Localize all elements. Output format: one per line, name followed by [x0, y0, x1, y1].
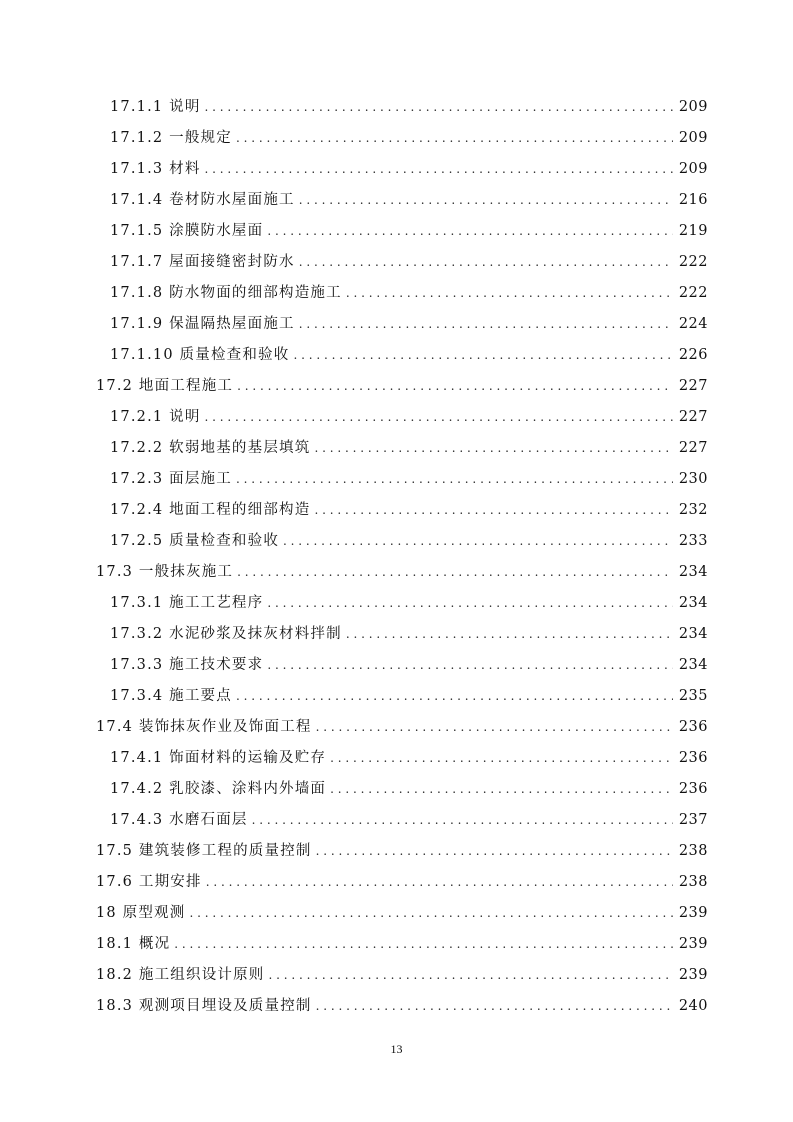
toc-entry[interactable] [96, 247, 708, 278]
dot-leader [205, 402, 673, 433]
toc-entry-page-number: 209 [678, 130, 708, 146]
toc-entry-page-number: 227 [678, 378, 708, 394]
dot-leader [316, 991, 673, 1022]
dot-leader [269, 960, 673, 991]
toc-entry[interactable] [96, 92, 708, 123]
dot-leader [267, 650, 672, 681]
dot-leader [299, 185, 673, 216]
toc-entry-title: 17.3.3 施工技术要求 [110, 657, 264, 673]
toc-entry-page-number: 227 [678, 409, 708, 425]
toc-entry-page-number: 236 [678, 719, 708, 735]
toc-entry[interactable] [96, 774, 708, 805]
toc-entry-page-number: 222 [678, 254, 708, 270]
toc-entry-page-number: 239 [678, 905, 708, 921]
toc-entry-title: 17.1.10 质量检查和验收 [110, 347, 290, 363]
toc-entry[interactable] [96, 402, 708, 433]
toc-entry-title: 17.1.2 一般规定 [110, 130, 232, 146]
toc-entry-title: 17.1.9 保温隔热屋面施工 [110, 316, 295, 332]
toc-entry[interactable] [96, 960, 708, 991]
toc-entry-title: 17.3 一般抹灰施工 [96, 564, 234, 580]
toc-entry-page-number: 226 [678, 347, 708, 363]
toc-entry-title: 17.2 地面工程施工 [96, 378, 234, 394]
dot-leader [299, 309, 673, 340]
toc-entry[interactable] [96, 712, 708, 743]
toc-entry-title: 17.2.5 质量检查和验收 [110, 533, 280, 549]
toc-entry-title: 18.2 施工组织设计原则 [96, 967, 265, 983]
toc-entry[interactable] [96, 588, 708, 619]
toc-entry-title: 17.1.1 说明 [110, 99, 201, 115]
dot-leader [237, 557, 673, 588]
toc-entry[interactable] [96, 650, 708, 681]
toc-entry[interactable] [96, 991, 708, 1022]
toc-entry-page-number: 216 [678, 192, 708, 208]
toc-entry[interactable] [96, 836, 708, 867]
dot-leader [236, 123, 673, 154]
toc-entry[interactable] [96, 681, 708, 712]
dot-leader [283, 526, 673, 557]
dot-leader [236, 681, 673, 712]
toc-entry[interactable] [96, 867, 708, 898]
toc-entry-page-number: 238 [678, 843, 708, 859]
toc-entry-title: 18.3 观测项目埋设及质量控制 [96, 998, 312, 1014]
toc-entry-page-number: 235 [678, 688, 708, 704]
toc-entry[interactable] [96, 123, 708, 154]
toc-entry[interactable] [96, 557, 708, 588]
dot-leader [267, 588, 672, 619]
dot-leader [206, 867, 673, 898]
toc-entry[interactable] [96, 743, 708, 774]
toc-entry-title: 17.3.2 水泥砂浆及抹灰材料拌制 [110, 626, 342, 642]
toc-entry-title: 17.3.4 施工要点 [110, 688, 232, 704]
toc-entry-title: 17.4 装饰抹灰作业及饰面工程 [96, 719, 312, 735]
dot-leader [267, 216, 672, 247]
toc-entry-title: 17.1.5 涂膜防水屋面 [110, 223, 264, 239]
toc-entry-page-number: 239 [678, 936, 708, 952]
toc-entry[interactable] [96, 216, 708, 247]
dot-leader [252, 805, 673, 836]
toc-entry[interactable] [96, 278, 708, 309]
table-of-contents [96, 92, 708, 1022]
dot-leader [314, 495, 672, 526]
toc-entry[interactable] [96, 464, 708, 495]
toc-entry-page-number: 209 [678, 161, 708, 177]
toc-entry-title: 18 原型观测 [96, 905, 186, 921]
toc-entry[interactable] [96, 495, 708, 526]
toc-entry-page-number: 224 [678, 316, 708, 332]
dot-leader [236, 464, 673, 495]
toc-entry[interactable] [96, 309, 708, 340]
toc-entry-page-number: 239 [678, 967, 708, 983]
toc-entry-title: 17.3.1 施工工艺程序 [110, 595, 264, 611]
toc-entry-page-number: 222 [678, 285, 708, 301]
toc-entry-page-number: 234 [678, 626, 708, 642]
toc-entry[interactable] [96, 898, 708, 929]
dot-leader [174, 929, 673, 960]
dot-leader [189, 898, 672, 929]
toc-entry[interactable] [96, 185, 708, 216]
toc-entry-title: 17.5 建筑装修工程的质量控制 [96, 843, 312, 859]
page-number: 13 [390, 1042, 403, 1056]
dot-leader [330, 774, 673, 805]
toc-entry-title: 17.4.1 饰面材料的运输及贮存 [110, 750, 327, 766]
toc-entry[interactable] [96, 526, 708, 557]
toc-entry-page-number: 236 [678, 781, 708, 797]
toc-entry-title: 17.1.7 屋面接缝密封防水 [110, 254, 295, 270]
dot-leader [314, 433, 672, 464]
dot-leader [205, 92, 673, 123]
toc-entry[interactable] [96, 340, 708, 371]
toc-entry-page-number: 209 [678, 99, 708, 115]
dot-leader [293, 340, 672, 371]
toc-entry-page-number: 237 [678, 812, 708, 828]
dot-leader [330, 743, 673, 774]
dot-leader [205, 154, 673, 185]
toc-entry[interactable] [96, 619, 708, 650]
dot-leader [299, 247, 673, 278]
toc-entry-title: 17.2.2 软弱地基的基层填筑 [110, 440, 311, 456]
toc-entry-page-number: 227 [678, 440, 708, 456]
toc-entry-title: 17.1.3 材料 [110, 161, 201, 177]
toc-entry-title: 17.2.1 说明 [110, 409, 201, 425]
dot-leader [237, 371, 673, 402]
toc-entry-page-number: 219 [678, 223, 708, 239]
toc-entry-title: 17.1.4 卷材防水屋面施工 [110, 192, 295, 208]
dot-leader [346, 278, 673, 309]
toc-entry-page-number: 236 [678, 750, 708, 766]
dot-leader [316, 836, 673, 867]
toc-entry[interactable] [96, 371, 708, 402]
toc-entry-page-number: 238 [678, 874, 708, 890]
toc-entry[interactable] [96, 433, 708, 464]
toc-entry-title: 17.4.2 乳胶漆、涂料内外墙面 [110, 781, 327, 797]
toc-entry-page-number: 232 [678, 502, 708, 518]
toc-entry-page-number: 240 [678, 998, 708, 1014]
toc-entry[interactable] [96, 929, 708, 960]
toc-entry-title: 17.6 工期安排 [96, 874, 202, 890]
toc-entry-title: 17.2.4 地面工程的细部构造 [110, 502, 311, 518]
toc-entry[interactable] [96, 154, 708, 185]
toc-entry[interactable] [96, 805, 708, 836]
dot-leader [346, 619, 673, 650]
toc-entry-page-number: 234 [678, 595, 708, 611]
toc-entry-page-number: 230 [678, 471, 708, 487]
toc-entry-page-number: 233 [678, 533, 708, 549]
dot-leader [316, 712, 673, 743]
toc-entry-page-number: 234 [678, 564, 708, 580]
toc-entry-title: 17.2.3 面层施工 [110, 471, 232, 487]
toc-entry-title: 17.1.8 防水物面的细部构造施工 [110, 285, 342, 301]
toc-entry-title: 17.4.3 水磨石面层 [110, 812, 248, 828]
toc-entry-page-number: 234 [678, 657, 708, 673]
toc-entry-title: 18.1 概况 [96, 936, 171, 952]
